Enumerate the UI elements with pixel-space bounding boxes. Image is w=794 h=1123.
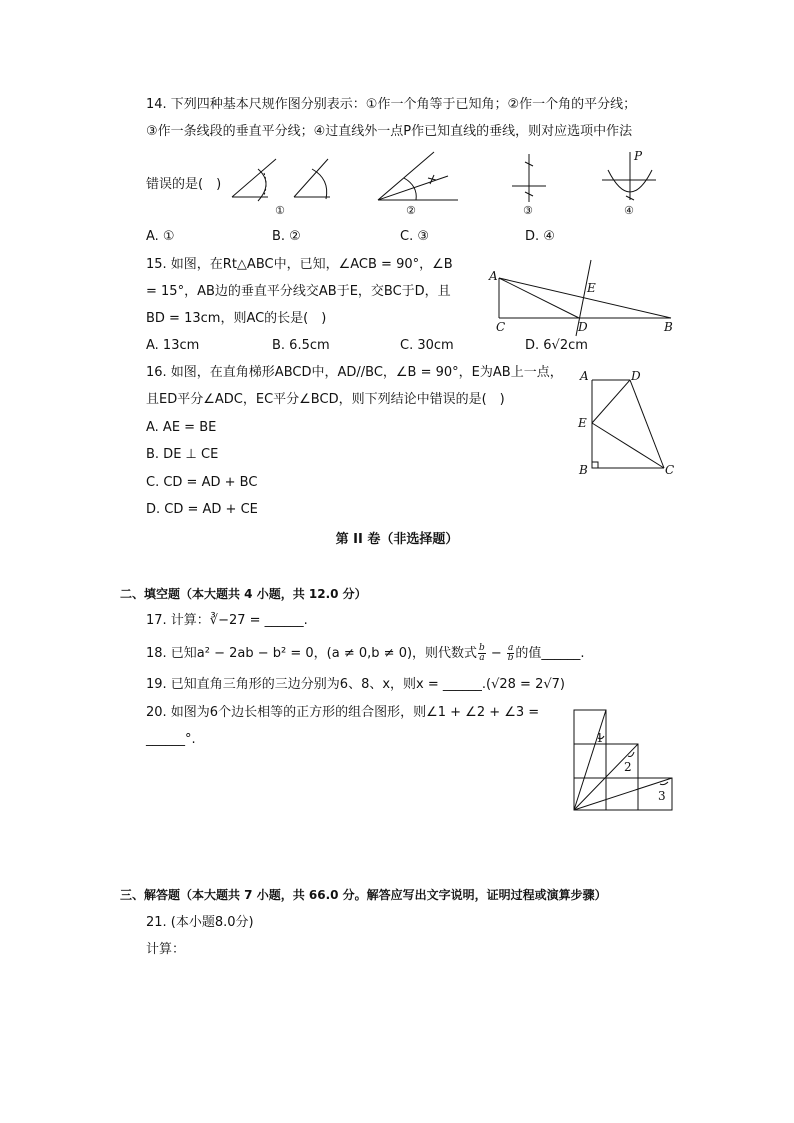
q16-line1: 16. 如图，在直角梯形ABCD中，AD//BC，∠B = 90°，E为AB上一点， (146, 365, 563, 380)
q15-option-c: C. 30cm (400, 338, 454, 353)
q15-label-c: C (496, 320, 506, 334)
q14-figure-1b (290, 155, 340, 205)
q14-fig-label-1: ① (275, 204, 285, 217)
q15-option-a: A. 13cm (146, 338, 200, 353)
q15-label-b: B (664, 320, 673, 334)
q20-figure (572, 708, 678, 814)
q15-option-b: B. 6.5cm (272, 338, 330, 353)
q16-line2: 且ED平分∠ADC，EC平分∠BCD，则下列结论中错误的是( ) (146, 392, 505, 407)
q14-figure-2 (376, 150, 466, 218)
section3-heading: 三、解答题（本大题共 7 小题，共 66.0 分。解答应写出文字说明，证明过程或演算步骤） (120, 888, 607, 902)
section2-heading: 二、填空题（本大题共 4 小题，共 12.0 分） (120, 587, 367, 601)
q14-line1: 14. 下列四种基本尺规作图分别表示：①作一个角等于已知角；②作一个角的平分线； (146, 97, 637, 112)
q18-fraction-1: $\frac{b}{a}$ (479, 643, 485, 663)
q14-figure-4 (600, 148, 660, 218)
q20-line1: 20. 如图为6个边长相等的正方形的组合图形，则∠1 + ∠2 + ∠3 = (146, 705, 540, 720)
q18-suffix: 的值______. (515, 646, 585, 661)
q14-line2: ③作一条线段的垂直平分线；④过直线外一点P作已知直线的垂线，则对应选项中作法 (146, 124, 633, 139)
q16-option-d: D. CD = AD + CE (146, 502, 258, 517)
q20-angle-2: 2 (624, 760, 632, 774)
q15-line1: 15. 如图，在Rt△ABC中，已知，∠ACB = 90°，∠B (146, 257, 453, 272)
q15-line2: = 15°，AB边的垂直平分线交AB于E，交BC于D，且 (146, 284, 451, 299)
q16-option-a: A. AE = BE (146, 420, 217, 435)
q14-fig-label-2: ② (406, 204, 416, 217)
q15-label-a: A (489, 269, 498, 283)
q14-option-a: A. ① (146, 229, 175, 244)
q14-figure-3 (510, 152, 550, 218)
q15-option-d: D. 6√2cm (525, 338, 588, 353)
q14-option-c: C. ③ (400, 229, 429, 244)
q21-title: 21. (本小题8.0分) (146, 915, 254, 930)
q14-option-b: B. ② (272, 229, 301, 244)
q14-fig-label-3: ③ (523, 204, 533, 217)
q16-label-e: E (578, 416, 587, 430)
part2-title: 第 II 卷（非选择题） (335, 532, 459, 547)
q21-body: 计算： (146, 942, 186, 957)
q14-fig-label-4: ④ (624, 204, 634, 217)
q14-point-p: P (634, 149, 643, 163)
q14-figure-1 (228, 155, 288, 217)
q17-text: 17. 计算：∛−27 = ______. (146, 613, 308, 628)
q16-figure (576, 368, 682, 480)
q16-label-d: D (631, 369, 641, 383)
q20-line2: ______°. (146, 732, 196, 747)
q15-line3: BD = 13cm，则AC的长是( ) (146, 311, 327, 326)
q16-option-b: B. DE ⊥ CE (146, 447, 219, 462)
q16-label-a: A (580, 369, 589, 383)
q15-label-e: E (587, 281, 596, 295)
q16-label-b: B (579, 463, 588, 477)
q20-angle-1: 1 (596, 731, 604, 745)
q18-fraction-2: $\frac{a}{b}$ (507, 643, 514, 663)
q16-option-c: C. CD = AD + BC (146, 475, 258, 490)
q18-prefix: 18. 已知a² − 2ab − b² = 0，(a ≠ 0,b ≠ 0)，则代数式 (146, 646, 478, 661)
q20-angle-3: 3 (658, 789, 666, 803)
q18-line: 18. 已知a² − 2ab − b² = 0，(a ≠ 0,b ≠ 0)，则代数式 $\frac{b}{a}$ − $\frac{a}{b}$ 的值______. (146, 643, 585, 663)
q14-option-d: D. ④ (525, 229, 555, 244)
q16-label-c: C (665, 463, 675, 477)
q15-label-d: D (578, 320, 588, 334)
q14-line3: 错误的是( ) (146, 177, 222, 192)
q19-text: 19. 已知直角三角形的三边分别为6、8、x，则x = ______.(√28 = 2√7) (146, 677, 565, 692)
q15-figure (486, 258, 686, 338)
